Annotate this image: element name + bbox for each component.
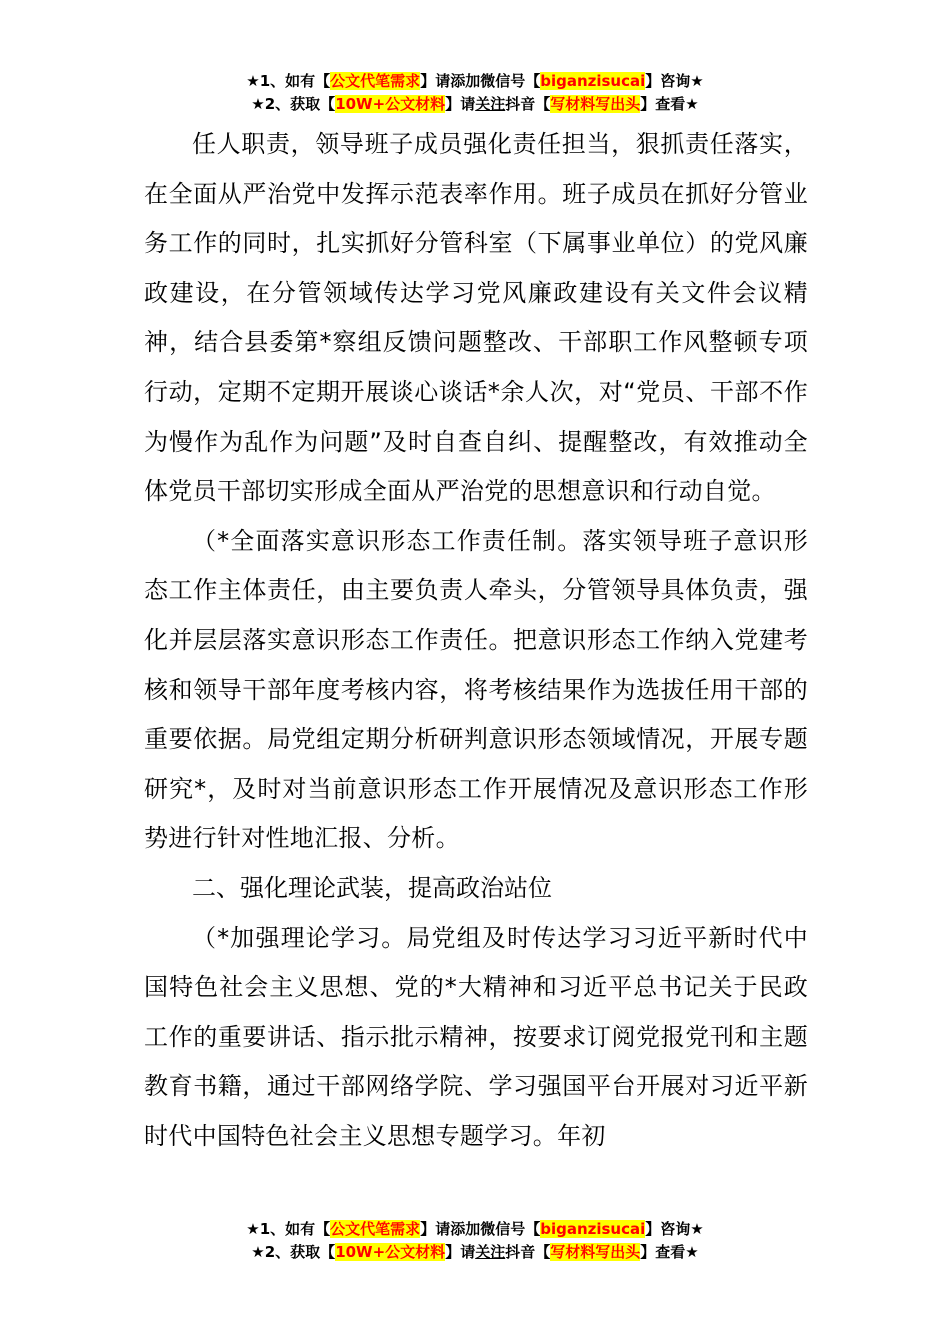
banner-line-1: ★1、如有【公文代笔需求】请添加微信号【biganzisucai】咨询★ — [246, 1220, 704, 1238]
highlight-materials: 10W+公文材料 — [335, 95, 446, 113]
highlight-service: 公文代笔需求 — [330, 1220, 421, 1238]
highlight-douyin: 写材料写出头 — [550, 1243, 641, 1261]
paragraph-ideology: （*全面落实意识形态工作责任制。落实领导班子意识形态工作主体责任，由主要负责人牵头，分管领导具体负责，强化并层层落实意识形态工作责任。把意识形态工作纳入党建考核和领导干部年度考核内容，将考核结果作为选拔任用干部的重要依据。局党组定期分析研判意识形态领域情况，开展专题研究*，及时对当前意识形态工作开展情况及意识形态工作形势进行针对性地汇报、分析。 — [144, 526, 808, 853]
highlight-materials: 10W+公文材料 — [335, 1243, 446, 1261]
paragraph-responsibility: 任人职责，领导班子成员强化责任担当，狠抓责任落实，在全面从严治党中发挥示范表率作用。班子成员在抓好分管业务工作的同时，扎实抓好分管科室（下属事业单位）的党风廉政建设，在分管领域传达学习党风廉政建设有关文件会议精神，结合县委第*察组反馈问题整改、干部职工作风整顿专项行动，定期不定期开展谈心谈话*余人次，对“党员、干部不作为慢作为乱作为问题”及时自查自纠、提醒整改，有效推动全体党员干部切实形成全面从严治党的思想意识和行动自觉。 — [144, 130, 808, 506]
bottom-banner — [0, 1218, 950, 1264]
top-banner — [0, 70, 950, 116]
paragraph-theory-study: （*加强理论学习。局党组及时传达学习习近平新时代中国特色社会主义思想、党的*大精神和习近平总书记关于民政工作的重要讲话、指示批示精神，按要求订阅党报党刊和主题教育书籍，通过干部网络学院、学习强国平台开展对习近平新时代中国特色社会主义思想专题学习。年初 — [144, 923, 808, 1150]
banner-line-2: ★2、获取【10W+公文材料】请关注抖音【写材料写出头】查看★ — [251, 1243, 699, 1261]
highlight-service: 公文代笔需求 — [330, 72, 421, 90]
document-body — [144, 120, 808, 1161]
banner-line-2: ★2、获取【10W+公文材料】请关注抖音【写材料写出头】查看★ — [251, 95, 699, 113]
highlight-douyin: 写材料写出头 — [550, 95, 641, 113]
section-heading-2: 二、强化理论武装，提高政治站位 — [192, 873, 552, 902]
banner-line-1: ★1、如有【公文代笔需求】请添加微信号【biganzisucai】咨询★ — [246, 72, 704, 90]
highlight-wechat-id: biganzisucai — [540, 1220, 646, 1238]
highlight-wechat-id: biganzisucai — [540, 72, 646, 90]
